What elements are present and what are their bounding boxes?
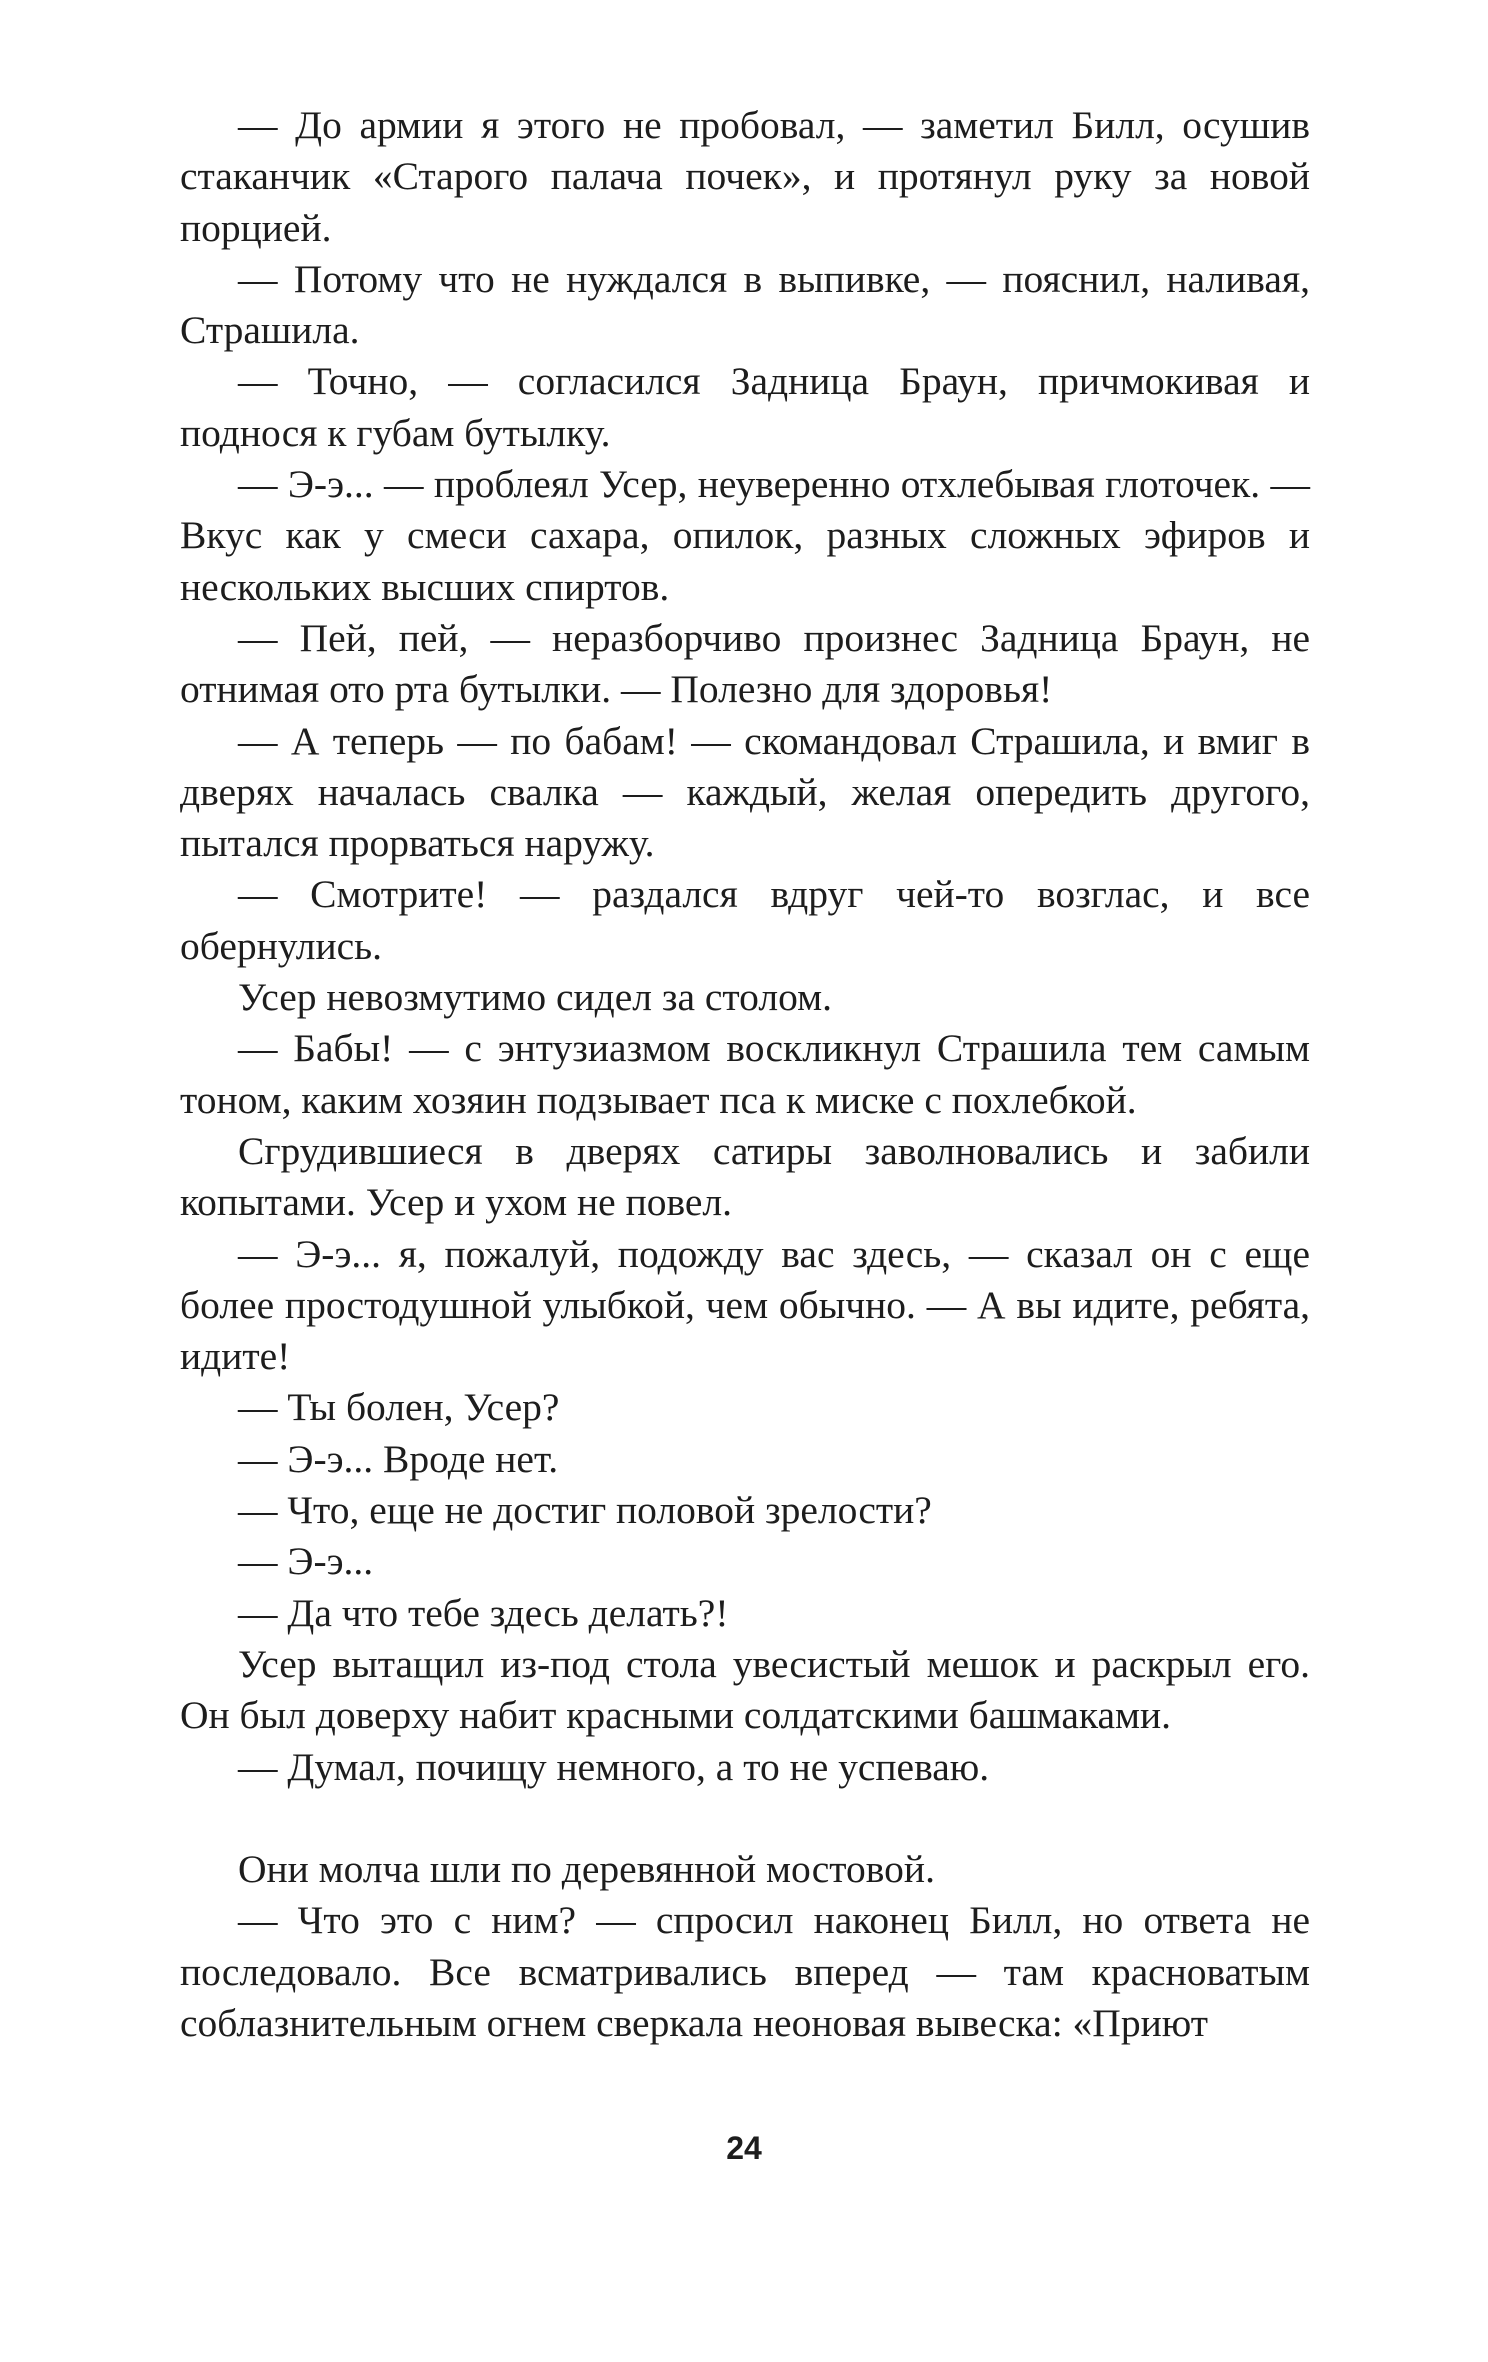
paragraph: Усер вытащил из-под стола увесистый мешок и раскрыл его. Он был доверху набит красными солдатскими башмаками. (180, 1641, 1310, 1738)
section-break (180, 1793, 1310, 1844)
paragraph: — Что, еще не достиг половой зрелости? (238, 1488, 932, 1533)
paragraph: — Э-э... (238, 1539, 374, 1584)
paragraph: — Пей, пей, — неразборчиво произнес Задница Браун, не отнимая ото рта бутылки. — Полезно для здоровья! (180, 615, 1310, 712)
paragraph: — Да что тебе здесь делать?! (238, 1590, 729, 1635)
paragraph: — Что это с ним? — спросил наконец Билл, но ответа не последовало. Все всматривались вперед — там красноватым соблазнительным огнем сверкала неоновая вывеска: «Приют (180, 1898, 1310, 2045)
paragraph: — Смотрите! — раздался вдруг чей-то возглас, и все обернулись. (180, 872, 1310, 968)
paragraph: — Э-э... я, пожалуй, подожду вас здесь, — сказал он с еще более простодушной улыбкой, чем обычно. — А вы идите, ребята, идите! (180, 1231, 1310, 1379)
paragraph: — До армии я этого не пробовал, — заметил Билл, осушив стаканчик «Старого палача почек», и протянул руку за новой порцией. (180, 103, 1310, 250)
page-body (180, 100, 1310, 2049)
paragraph: — Думал, почищу немного, а то не успеваю. (238, 1744, 990, 1789)
paragraph: — Бабы! — с энтузиазмом воскликнул Страшила тем самым тоном, каким хозяин подзывает пса к миске с похлебкой. (180, 1026, 1310, 1122)
paragraph: Сгрудившиеся в дверях сатиры заволновались и забили копытами. Усер и ухом не повел. (180, 1128, 1310, 1225)
paragraph: — Ты болен, Усер? (238, 1385, 560, 1430)
paragraph: — Э-э... — проблеял Усер, неуверенно отхлебывая глоточек. — Вкус как у смеси сахара, опилок, разных сложных эфиров и нескольких высших спиртов. (180, 462, 1310, 609)
paragraph: Они молча шли по деревянной мостовой. (238, 1847, 935, 1892)
paragraph: — А теперь — по бабам! — скомандовал Страшила, и вмиг в дверях началась свалка — каждый, желая опередить другого, пытался прорваться наружу. (180, 718, 1310, 866)
page-number: 24 (726, 2130, 762, 2166)
paragraph: — Точно, — согласился Задница Браун, причмокивая и поднося к губам бутылку. (180, 359, 1310, 455)
paragraph: Усер невозмутимо сидел за столом. (238, 975, 832, 1020)
paragraph: — Э-э... Вроде нет. (238, 1436, 559, 1481)
paragraph: — Потому что не нуждался в выпивке, — пояснил, наливая, Страшила. (180, 256, 1310, 353)
